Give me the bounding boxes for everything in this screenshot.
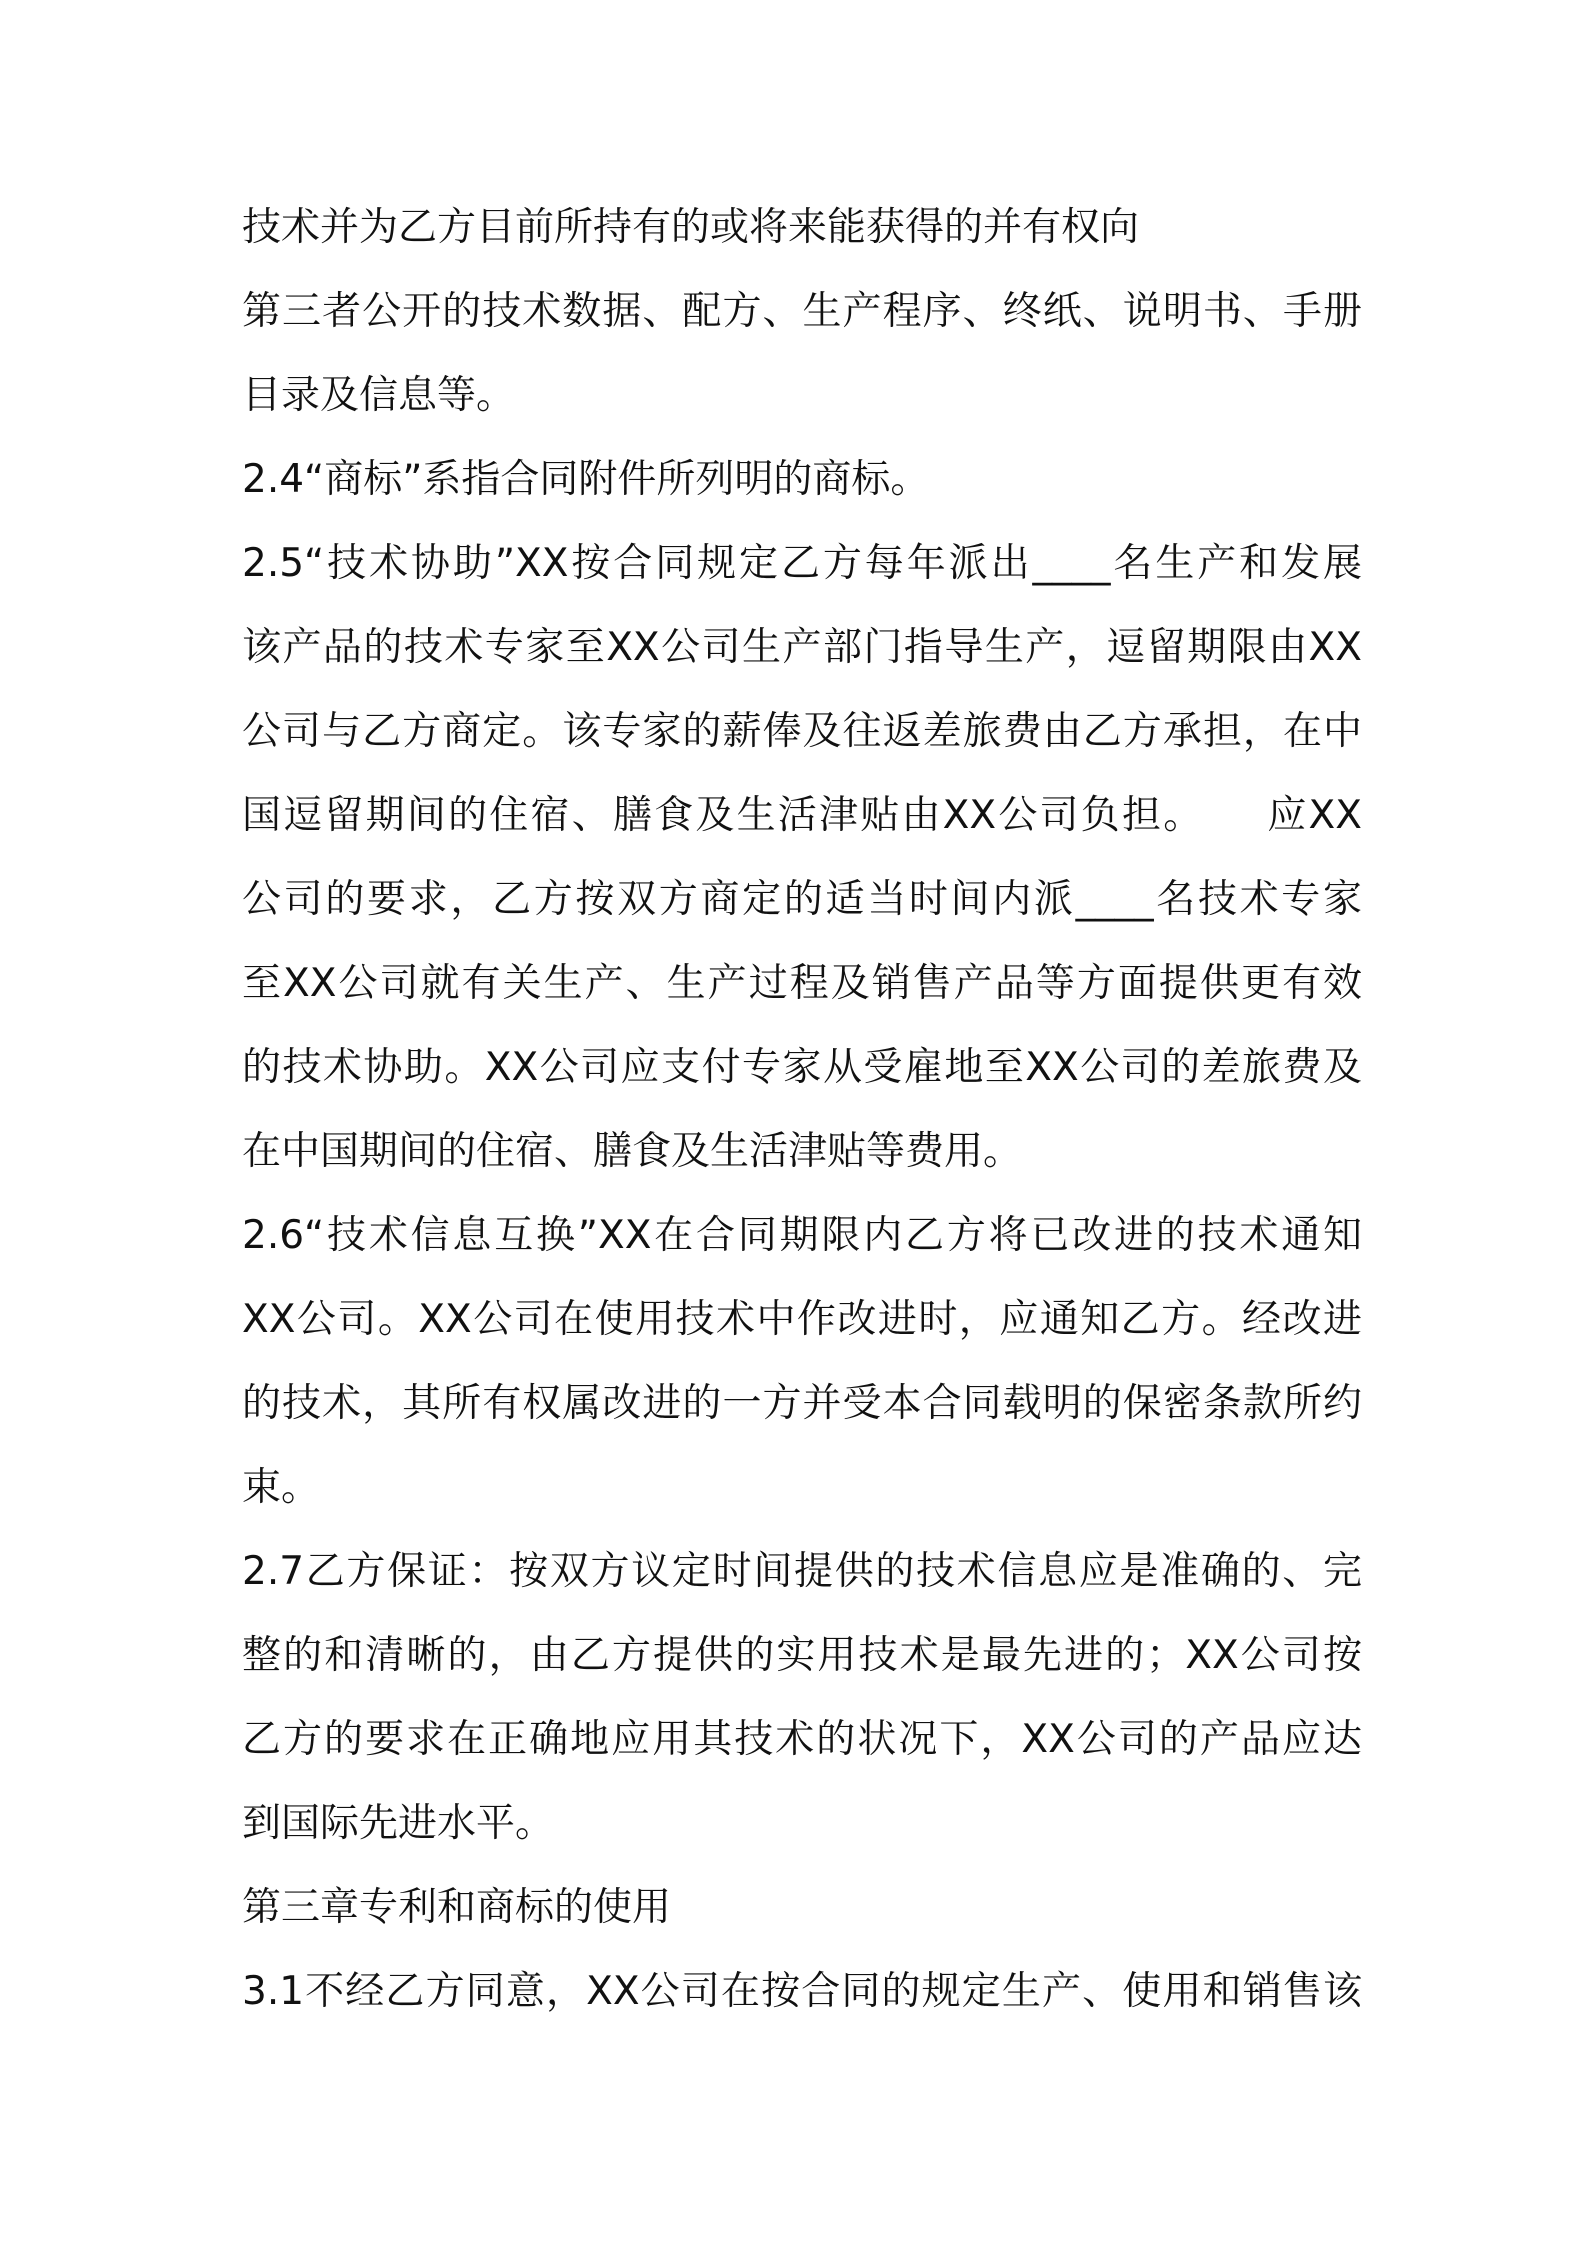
- text-line: 公司的要求，乙方按双方商定的适当时间内派____名技术专家: [242, 877, 1362, 922]
- section-line: 3.1不经乙方同意，XX公司在按合同的规定生产、使用和销售该: [242, 1969, 1362, 2014]
- text-line: 的技术协助。XX公司应支付专家从受雇地至XX公司的差旅费及: [242, 1045, 1362, 1090]
- text-line: 国逗留期间的住宿、膳食及生活津贴由XX公司负担。 应XX: [242, 793, 1362, 838]
- text-line: 至XX公司就有关生产、生产过程及销售产品等方面提供更有效: [242, 961, 1362, 1006]
- section-line: 2.6“技术信息互换”XX在合同期限内乙方将已改进的技术通知: [242, 1213, 1362, 1258]
- text-line: 技术并为乙方目前所持有的或将来能获得的并有权向: [242, 205, 1140, 250]
- text-line: 该产品的技术专家至XX公司生产部门指导生产，逗留期限由XX: [242, 625, 1362, 670]
- text-line: 整的和清晰的，由乙方提供的实用技术是最先进的；XX公司按: [242, 1633, 1362, 1678]
- text-line: 第三者公开的技术数据、配方、生产程序、终纸、说明书、手册: [242, 289, 1362, 334]
- text-line: XX公司。XX公司在使用技术中作改进时，应通知乙方。经改进: [242, 1297, 1362, 1342]
- text-line: 束。: [242, 1465, 321, 1510]
- text-line: 目录及信息等。: [242, 373, 516, 418]
- chapter-heading: 第三章专利和商标的使用: [242, 1885, 672, 1930]
- text-line: 到国际先进水平。: [242, 1801, 555, 1846]
- text-line: 乙方的要求在正确地应用其技术的状况下，XX公司的产品应达: [242, 1717, 1362, 1762]
- text-line: 公司与乙方商定。该专家的薪俸及往返差旅费由乙方承担，在中: [242, 709, 1362, 754]
- section-line: 2.5“技术协助”XX按合同规定乙方每年派出____名生产和发展: [242, 541, 1362, 586]
- section-line: 2.7乙方保证：按双方议定时间提供的技术信息应是准确的、完: [242, 1549, 1362, 1594]
- text-line: 在中国期间的住宿、膳食及生活津贴等费用。: [242, 1129, 1023, 1174]
- section-line: 2.4“商标”系指合同附件所列明的商标。: [242, 457, 930, 502]
- text-line: 的技术，其所有权属改进的一方并受本合同载明的保密条款所约: [242, 1381, 1362, 1426]
